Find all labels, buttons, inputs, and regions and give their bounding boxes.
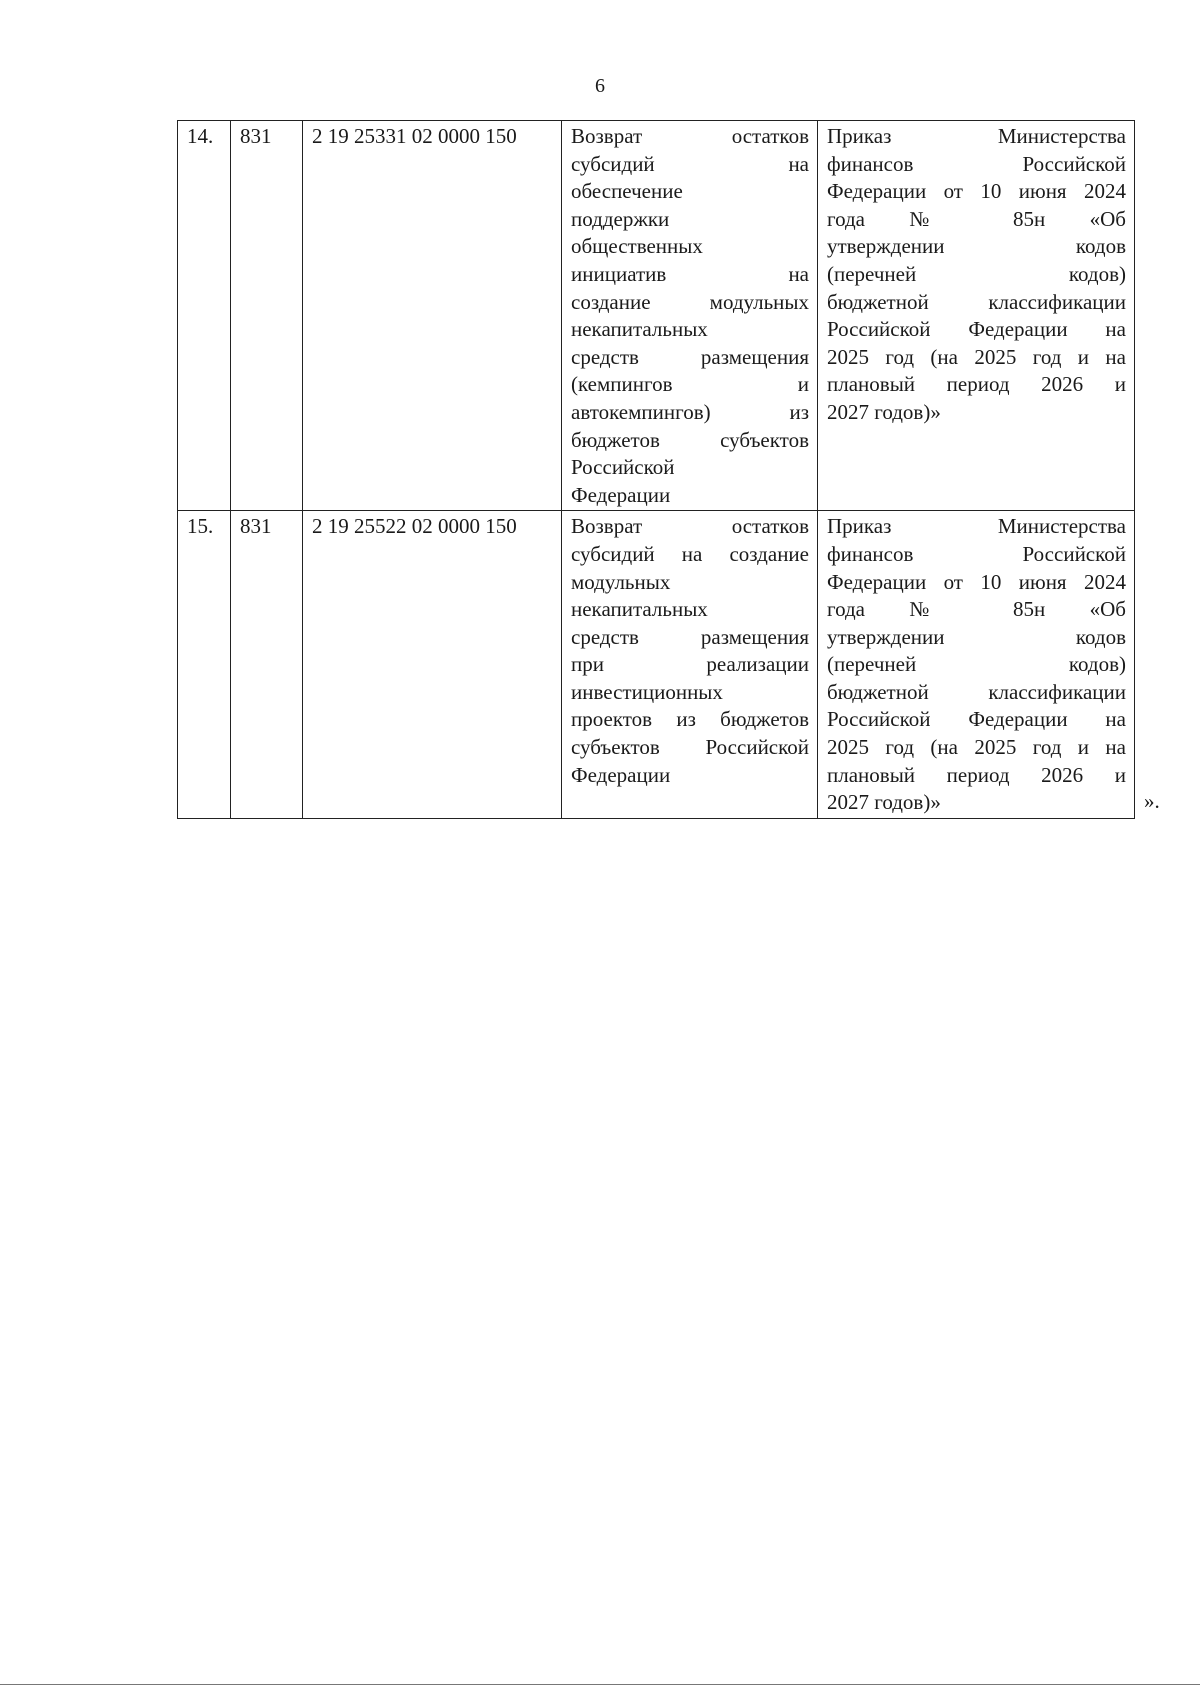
cell-line: (перечней кодов) xyxy=(827,261,1126,286)
cell-line: года № 85н «Об xyxy=(827,206,1126,231)
row-number: 15. xyxy=(178,511,231,819)
cell-line: некапитальных xyxy=(571,597,708,622)
cell-line: финансов Российской xyxy=(827,541,1126,566)
admin-code: 831 xyxy=(231,121,303,511)
cell-line: 2025 год (на 2025 год и на xyxy=(827,344,1126,369)
cell-line: 2027 годов)» xyxy=(827,790,941,815)
cell-line: Федерации от 10 июня 2024 xyxy=(827,179,1126,204)
page-number: 6 xyxy=(595,75,605,97)
cell-line: плановый период 2026 и xyxy=(827,372,1126,397)
table-row-14 xyxy=(178,121,1135,511)
cell-line: модульных xyxy=(571,569,671,594)
cell-line: Российской Федерации на xyxy=(827,317,1126,342)
cell-line: утверждении кодов xyxy=(827,234,1126,259)
cell-line: Возврат остатков xyxy=(571,514,809,539)
table-body xyxy=(178,121,1135,819)
cell-line: обеспечение xyxy=(571,179,683,204)
cell-line: Федерации xyxy=(571,762,671,787)
cell-line: инициатив на xyxy=(571,261,809,286)
cell-line: некапитальных xyxy=(571,317,708,342)
budget-codes-table xyxy=(177,120,1135,819)
cell-line: средств размещения xyxy=(571,624,809,649)
cell-line: при реализации xyxy=(571,652,809,677)
cell-line: создание модульных xyxy=(571,289,809,314)
cell-line: субъектов Российской xyxy=(571,735,809,760)
cell-line: финансов Российской xyxy=(827,151,1126,176)
cell-line: субсидий на xyxy=(571,151,809,176)
cell-line: Российской Федерации на xyxy=(827,707,1126,732)
cell-line: Федерации от 10 июня 2024 xyxy=(827,569,1126,594)
cell-line: автокемпингов) из xyxy=(571,399,809,424)
cell-line: общественных xyxy=(571,234,703,259)
closing-quote-mark: ». xyxy=(1144,789,1160,813)
cell-line: Приказ Министерства xyxy=(827,124,1126,148)
cell-line: Возврат остатков xyxy=(571,124,809,148)
income-name xyxy=(562,511,818,819)
cell-line: плановый период 2026 и xyxy=(827,762,1126,787)
table-row-15 xyxy=(178,511,1135,819)
cell-line: (перечней кодов) xyxy=(827,652,1126,677)
cell-line: средств размещения xyxy=(571,344,809,369)
cell-line: Федерации xyxy=(571,482,671,507)
cell-line: Приказ Министерства xyxy=(827,514,1126,539)
cell-line: бюджетной классификации xyxy=(827,679,1126,704)
admin-code: 831 xyxy=(231,511,303,819)
cell-line: поддержки xyxy=(571,206,670,231)
legal-document xyxy=(818,511,1135,819)
cell-line: бюджетной классификации xyxy=(827,289,1126,314)
cell-line: года № 85н «Об xyxy=(827,597,1126,622)
cell-line: инвестиционных xyxy=(571,679,723,704)
footer-rule xyxy=(0,1684,1200,1685)
cell-line: 2027 годов)» xyxy=(827,399,941,424)
budget-code: 2 19 25522 02 0000 150 xyxy=(303,511,562,819)
cell-line: проектов из бюджетов xyxy=(571,707,809,732)
row-number: 14. xyxy=(178,121,231,511)
cell-line: (кемпингов и xyxy=(571,372,809,397)
budget-code: 2 19 25331 02 0000 150 xyxy=(303,121,562,511)
income-name xyxy=(562,121,818,511)
legal-document xyxy=(818,121,1135,511)
cell-line: субсидий на создание xyxy=(571,541,809,566)
cell-line: утверждении кодов xyxy=(827,624,1126,649)
cell-line: 2025 год (на 2025 год и на xyxy=(827,735,1126,760)
cell-line: бюджетов субъектов xyxy=(571,427,809,452)
cell-line: Российской xyxy=(571,455,675,480)
